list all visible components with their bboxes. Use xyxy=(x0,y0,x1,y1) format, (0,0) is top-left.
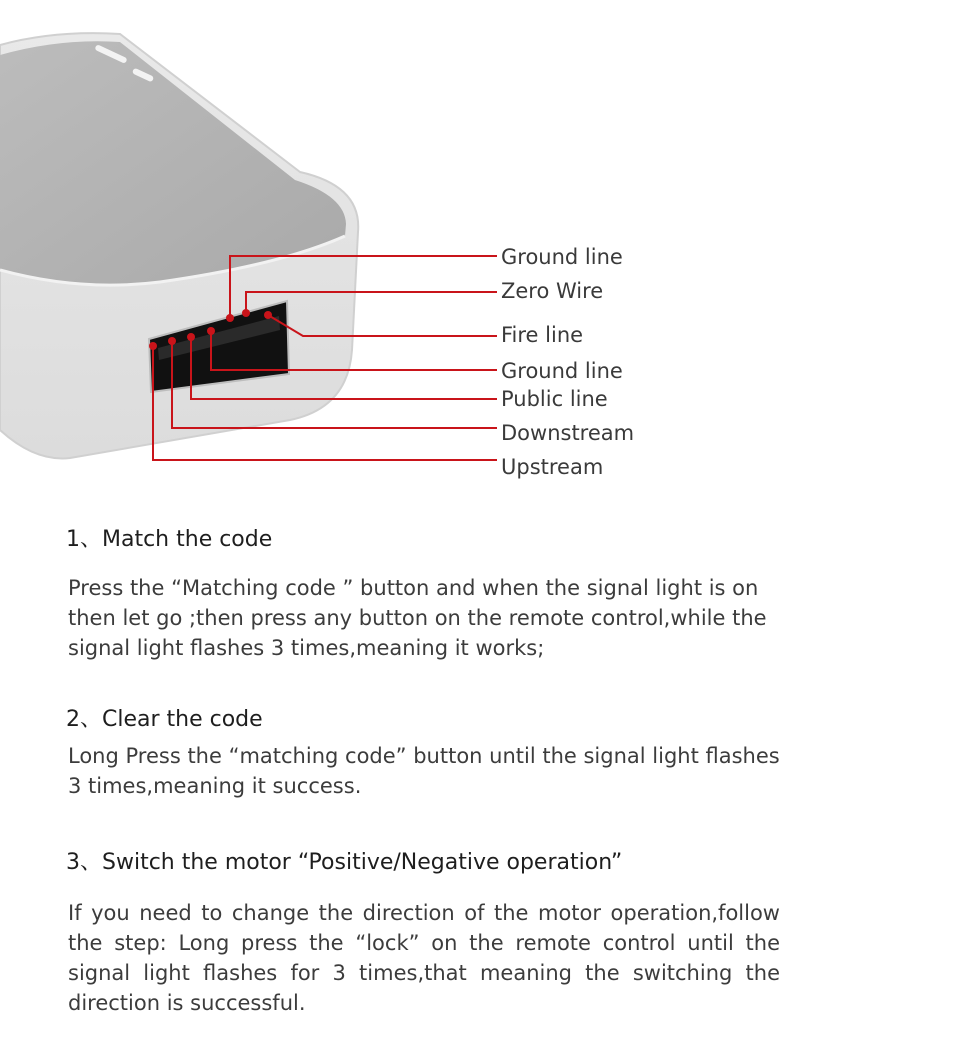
section-heading-match-code: 1、Match the code xyxy=(66,527,273,552)
label-fire-line: Fire line xyxy=(501,323,584,347)
label-public-line: Public line xyxy=(501,387,608,411)
switch-module-device xyxy=(0,33,358,458)
section-heading-switch-motor: 3、Switch the motor “Positive/Negative operation” xyxy=(66,850,623,875)
wire-zero-wire-pin-dot xyxy=(242,309,250,317)
wire-ground-line-bottom-pin-dot xyxy=(207,327,215,335)
wire-downstream-pin-dot xyxy=(168,337,176,345)
label-ground-line-bottom: Ground line xyxy=(501,359,623,383)
label-upstream: Upstream xyxy=(501,455,604,479)
label-zero-wire: Zero Wire xyxy=(501,279,604,303)
wire-ground-line-top-pin-dot xyxy=(226,314,234,322)
section-body-clear-code: Long Press the “matching code” button until the signal light flashes 3 times,meaning it success. xyxy=(68,744,780,798)
wire-public-line-pin-dot xyxy=(187,333,195,341)
wire-fire-line-pin-dot xyxy=(264,311,272,319)
section-body-switch-motor: If you need to change the direction of the motor operation,follow the step: Long press the “lock” on the remote control until the signal light flashes for 3 times,that meaning the switching the direction is successful. xyxy=(68,901,780,1015)
label-downstream: Downstream xyxy=(501,421,635,445)
wire-upstream-pin-dot xyxy=(149,342,157,350)
section-heading-clear-code: 2、Clear the code xyxy=(66,707,263,732)
label-ground-line-top: Ground line xyxy=(501,245,623,269)
device-wiring-diagram xyxy=(0,0,960,500)
section-body-match-code: Press the “Matching code ” button and when the signal light is on then let go ;then press any button on the remote control,while the signal light flashes 3 times,meaning it works; xyxy=(68,576,767,660)
